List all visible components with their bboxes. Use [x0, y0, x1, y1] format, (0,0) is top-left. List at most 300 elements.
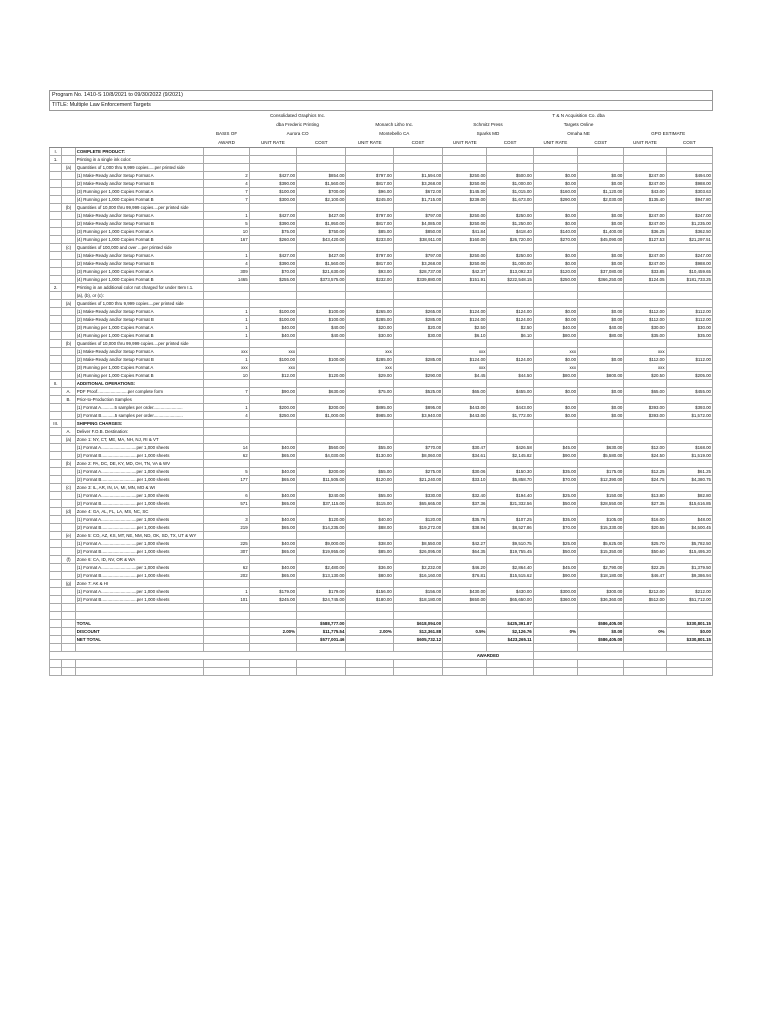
- unit-rate-cell: [533, 244, 577, 252]
- unit-rate-cell: $390.00: [249, 220, 296, 228]
- item-number: [50, 492, 62, 500]
- basis-of-award: [204, 644, 249, 652]
- item-number: [50, 356, 62, 364]
- item-letter: B.: [62, 396, 75, 404]
- item-number: [50, 316, 62, 324]
- unit-rate-cell: [346, 508, 393, 516]
- item-letter: [62, 420, 75, 428]
- item-description: [75, 660, 204, 668]
- item-description: [75, 668, 204, 676]
- unit-rate-cell: [443, 340, 487, 348]
- table-row: [50, 596, 713, 604]
- item-number: [50, 428, 62, 436]
- basis-of-award: 5: [204, 468, 249, 476]
- cost-cell: $9,000.00: [297, 540, 346, 548]
- cost-header: COST: [578, 138, 624, 148]
- item-number: [50, 236, 62, 244]
- unit-rate-cell: $160.00: [443, 236, 487, 244]
- basis-of-award: 1: [204, 308, 249, 316]
- cost-cell: [393, 556, 442, 564]
- cost-cell: [297, 284, 346, 292]
- unit-rate-cell: $45.00: [533, 444, 577, 452]
- table-row: [50, 356, 713, 364]
- item-number: [50, 628, 62, 636]
- cost-header: COST: [393, 138, 442, 148]
- cost-cell: $19,955.00: [297, 548, 346, 556]
- unit-rate-cell: $40.00: [249, 324, 296, 332]
- unit-rate-cell: $817.00: [346, 180, 393, 188]
- item-description: (4) Running per 1,000 Copies Format B: [75, 236, 204, 244]
- basis-of-award: 3: [204, 516, 249, 524]
- unit-rate-cell: [624, 164, 666, 172]
- cost-cell: [297, 420, 346, 428]
- unit-rate-cell: $895.00: [346, 404, 393, 412]
- item-description: (2) Make-Ready and/or Setup Format B: [75, 316, 204, 324]
- unit-rate-cell: $0.00: [533, 388, 577, 396]
- item-letter: [62, 356, 75, 364]
- cost-cell: [297, 660, 346, 668]
- cost-cell: [666, 164, 712, 172]
- contractor-5-line1: [624, 111, 713, 120]
- cost-cell: $1,572.00: [666, 412, 712, 420]
- unit-rate-cell: [249, 604, 296, 612]
- unit-rate-cell: $46.47: [624, 572, 666, 580]
- cost-cell: $418.40: [487, 228, 533, 236]
- cost-cell: $630.00: [297, 388, 346, 396]
- cost-cell: [487, 348, 533, 356]
- basis-of-award: xxx: [204, 364, 249, 372]
- unit-rate-cell: $145.00: [443, 188, 487, 196]
- unit-rate-cell: $443.00: [443, 404, 487, 412]
- item-number: [50, 300, 62, 308]
- unit-rate-cell: [443, 148, 487, 156]
- unit-rate-cell: $75.00: [346, 388, 393, 396]
- item-letter: [62, 252, 75, 260]
- item-description: (1) Make-Ready and/or Setup Format A: [75, 348, 204, 356]
- cost-cell: [393, 484, 442, 492]
- item-description: (2) Format B.............................per 1,000 sheets: [75, 500, 204, 508]
- item-number: 2.: [50, 284, 62, 292]
- unit-rate-cell: $127.53: [624, 236, 666, 244]
- item-number: [50, 460, 62, 468]
- unit-rate-cell: [249, 532, 296, 540]
- unit-rate-cell: [249, 292, 296, 300]
- unit-rate-cell: $120.00: [346, 476, 393, 484]
- item-description: Quantities of 10,000 thru 99,999 copies....per printed side: [75, 204, 204, 212]
- cost-cell: $150.30: [487, 468, 533, 476]
- unit-rate-cell: xxx: [624, 364, 666, 372]
- cost-cell: [297, 668, 346, 676]
- cost-cell: $10,459.65: [666, 268, 712, 276]
- item-number: II.: [50, 380, 62, 388]
- item-letter: [62, 228, 75, 236]
- cost-cell: [393, 292, 442, 300]
- cost-cell: $850.00: [393, 228, 442, 236]
- basis-of-award: [204, 508, 249, 516]
- unit-rate-cell: $233.00: [346, 236, 393, 244]
- unit-rate-cell: $30.00: [624, 324, 666, 332]
- basis-of-award: 62: [204, 452, 249, 460]
- item-letter: [62, 196, 75, 204]
- unit-rate-cell: [443, 460, 487, 468]
- cost-cell: $11,505.00: [297, 476, 346, 484]
- cost-cell: $240.00: [297, 492, 346, 500]
- cost-cell: $0.00: [666, 628, 712, 636]
- cost-cell: $8,060.00: [393, 452, 442, 460]
- item-number: [50, 324, 62, 332]
- basis-of-award: [204, 660, 249, 668]
- unit-rate-cell: $270.00: [533, 236, 577, 244]
- unit-rate-cell: xxx: [443, 348, 487, 356]
- item-description: NET TOTAL: [75, 636, 204, 644]
- cost-cell: [393, 244, 442, 252]
- unit-rate-cell: [249, 300, 296, 308]
- cost-cell: [578, 340, 624, 348]
- cost-cell: [666, 148, 712, 156]
- cost-cell: $285.00: [393, 356, 442, 364]
- cost-cell: $605,732.12: [393, 636, 442, 644]
- unit-rate-cell: $70.00: [533, 524, 577, 532]
- cost-cell: [578, 532, 624, 540]
- cost-cell: [578, 660, 624, 668]
- header-row-4: [50, 138, 713, 148]
- item-description: (3) Running per 1,000 Copies Format A: [75, 188, 204, 196]
- item-number: [50, 204, 62, 212]
- table-row-label: [50, 164, 713, 172]
- unit-rate-cell: $797.00: [346, 252, 393, 260]
- cost-cell: $770.00: [393, 444, 442, 452]
- unit-rate-cell: [624, 340, 666, 348]
- cost-cell: $700.00: [297, 188, 346, 196]
- cost-cell: $38,911.00: [393, 236, 442, 244]
- unit-rate-cell: $30.00: [346, 332, 393, 340]
- item-description: (1) Make-Ready and/or Setup Format A: [75, 252, 204, 260]
- unit-rate-cell: [624, 484, 666, 492]
- basis-of-award: 309: [204, 268, 249, 276]
- item-letter: [62, 492, 75, 500]
- unit-rate-cell: [443, 164, 487, 172]
- unit-rate-cell: [346, 340, 393, 348]
- item-description: (2) Format B.............................per 1,000 sheets: [75, 572, 204, 580]
- item-description: (2) Make-Ready and/or Setup Format B: [75, 220, 204, 228]
- cost-cell: [297, 396, 346, 404]
- unit-rate-cell: [533, 420, 577, 428]
- unit-rate-cell: $55.00: [346, 468, 393, 476]
- cost-cell: [487, 436, 533, 444]
- basis-of-award: 1: [204, 316, 249, 324]
- cost-cell: $393.00: [666, 404, 712, 412]
- unit-rate-cell: $179.00: [249, 588, 296, 596]
- unit-rate-cell: [624, 508, 666, 516]
- contractor-5-line2: [624, 120, 713, 129]
- item-description: (1) Format A.............................per 1,000 sheets: [75, 444, 204, 452]
- cost-cell: $30.00: [393, 332, 442, 340]
- table-row-section: [50, 148, 713, 156]
- item-number: [50, 604, 62, 612]
- cost-cell: $275.00: [393, 468, 442, 476]
- unit-rate-cell: $90.00: [249, 388, 296, 396]
- cost-cell: $181,733.25: [666, 276, 712, 284]
- unit-rate-cell: $212.00: [624, 588, 666, 596]
- cost-cell: $5,580.00: [578, 452, 624, 460]
- item-letter: [62, 612, 75, 620]
- basis-of-award: [204, 340, 249, 348]
- unit-rate-cell: [624, 380, 666, 388]
- cost-cell: [487, 164, 533, 172]
- cost-cell: $12,390.00: [578, 476, 624, 484]
- cost-cell: [666, 396, 712, 404]
- cost-cell: [666, 292, 712, 300]
- unit-rate-cell: $300.00: [249, 196, 296, 204]
- cost-cell: $0.00: [578, 404, 624, 412]
- cost-cell: $250.00: [487, 252, 533, 260]
- cost-cell: $854.00: [297, 172, 346, 180]
- item-letter: [62, 372, 75, 380]
- unit-rate-cell: $20.55: [624, 524, 666, 532]
- item-letter: [62, 260, 75, 268]
- table-row-awarded: [50, 652, 713, 660]
- basis-of-award: 4: [204, 180, 249, 188]
- cost-cell: $15,515.62: [487, 572, 533, 580]
- cost-cell: $112.00: [666, 316, 712, 324]
- unit-rate-cell: [249, 148, 296, 156]
- unit-rate-cell: [443, 532, 487, 540]
- cost-cell: [666, 204, 712, 212]
- table-row-label: [50, 436, 713, 444]
- table-row-total: [50, 628, 713, 636]
- basis-of-award: 177: [204, 476, 249, 484]
- item-number: [50, 412, 62, 420]
- unit-rate-cell: $50.00: [533, 500, 577, 508]
- unit-rate-cell: $265.00: [346, 308, 393, 316]
- unit-rate-cell: [443, 644, 487, 652]
- cost-cell: [666, 644, 712, 652]
- item-number: [50, 436, 62, 444]
- item-letter: (a): [62, 300, 75, 308]
- unit-rate-cell: $25.70: [624, 540, 666, 548]
- item-number: [50, 612, 62, 620]
- item-letter: [62, 596, 75, 604]
- cost-cell: [487, 156, 533, 164]
- cost-cell: $21,630.00: [297, 268, 346, 276]
- unit-rate-cell: [443, 612, 487, 620]
- basis-of-award: 1: [204, 404, 249, 412]
- cost-cell: [578, 644, 624, 652]
- unit-rate-cell: $38.00: [346, 540, 393, 548]
- basis-of-award: 4: [204, 412, 249, 420]
- cost-cell: $2,030.00: [578, 196, 624, 204]
- cost-cell: $51,712.00: [666, 596, 712, 604]
- unit-rate-cell: $93.00: [346, 268, 393, 276]
- cost-cell: $150.00: [578, 492, 624, 500]
- unit-rate-cell: $200.00: [249, 404, 296, 412]
- header-row-2: [50, 120, 713, 129]
- item-description: Prior-to-Production Samples: [75, 396, 204, 404]
- unit-rate-cell: [533, 148, 577, 156]
- item-letter: [62, 276, 75, 284]
- item-description: SHIPPING CHARGES:: [75, 420, 204, 428]
- unit-rate-cell: $239.00: [443, 196, 487, 204]
- cost-cell: [487, 204, 533, 212]
- cost-cell: $37,080.00: [578, 268, 624, 276]
- unit-rate-cell: $65.00: [249, 524, 296, 532]
- cost-cell: [297, 164, 346, 172]
- item-letter: [62, 476, 75, 484]
- unit-rate-cell: $250.00: [443, 220, 487, 228]
- cost-cell: $5,625.00: [578, 540, 624, 548]
- table-row-blank: [50, 604, 713, 612]
- table-row-label: [50, 244, 713, 252]
- unit-rate-cell: $797.00: [346, 212, 393, 220]
- unit-rate-cell: [346, 396, 393, 404]
- unit-rate-cell: $285.00: [346, 356, 393, 364]
- cost-cell: [393, 428, 442, 436]
- unit-rate-cell: $40.00: [249, 516, 296, 524]
- unit-rate-cell: [346, 644, 393, 652]
- cost-cell: $120.00: [297, 372, 346, 380]
- unit-rate-cell: [443, 660, 487, 668]
- table-row-label: [50, 508, 713, 516]
- unit-rate-cell: $0.00: [533, 356, 577, 364]
- unit-rate-cell: $65.00: [443, 388, 487, 396]
- cost-cell: $107.25: [487, 516, 533, 524]
- item-description: Quantities of 10,000 thru 99,999 copies....per printed side: [75, 340, 204, 348]
- item-number: [50, 268, 62, 276]
- cost-cell: $19,755.45: [487, 548, 533, 556]
- cost-cell: $5,782.50: [666, 540, 712, 548]
- unit-rate-cell: $70.00: [533, 476, 577, 484]
- cost-cell: [578, 380, 624, 388]
- item-number: [50, 572, 62, 580]
- cost-cell: [666, 244, 712, 252]
- cost-cell: $15,350.00: [578, 548, 624, 556]
- cost-cell: [393, 460, 442, 468]
- unit-rate-cell: [443, 604, 487, 612]
- cost-cell: $0.00: [578, 316, 624, 324]
- cost-cell: [393, 660, 442, 668]
- contractor-1-location: Aurora CO: [286, 131, 309, 136]
- item-letter: A.: [62, 388, 75, 396]
- unit-rate-cell: [346, 580, 393, 588]
- cost-cell: $494.00: [666, 172, 712, 180]
- unit-rate-cell: $100.00: [249, 308, 296, 316]
- basis-of-award: [204, 436, 249, 444]
- cost-cell: [487, 532, 533, 540]
- item-number: [50, 212, 62, 220]
- cost-cell: $2,232.00: [393, 564, 442, 572]
- unit-rate-cell: [249, 660, 296, 668]
- unit-rate-header: UNIT RATE: [624, 138, 666, 148]
- unit-rate-cell: $43.00: [624, 188, 666, 196]
- cost-cell: $4,380.75: [666, 476, 712, 484]
- basis-of-award: [204, 164, 249, 172]
- cost-cell: [297, 292, 346, 300]
- cost-cell: [393, 204, 442, 212]
- table-row: [50, 540, 713, 548]
- cost-cell: $1,000.00: [487, 180, 533, 188]
- cost-cell: $0.00: [578, 412, 624, 420]
- cost-cell: [666, 436, 712, 444]
- cost-header: COST: [666, 138, 712, 148]
- unit-rate-cell: [346, 660, 393, 668]
- cost-cell: $36,360.00: [578, 596, 624, 604]
- cost-cell: $339,880.00: [393, 276, 442, 284]
- cost-cell: [297, 204, 346, 212]
- unit-rate-cell: $160.00: [533, 188, 577, 196]
- unit-rate-cell: $36.00: [346, 564, 393, 572]
- item-number: [50, 292, 62, 300]
- unit-rate-cell: $817.00: [346, 260, 393, 268]
- unit-rate-cell: [346, 668, 393, 676]
- unit-rate-cell: [249, 620, 296, 628]
- row-lead-cell: [50, 652, 443, 660]
- cost-cell: $0.00: [578, 180, 624, 188]
- cost-cell: $0.00: [578, 220, 624, 228]
- table-row: [50, 308, 713, 316]
- unit-rate-cell: $817.00: [346, 220, 393, 228]
- cost-cell: [393, 396, 442, 404]
- cost-cell: $455.00: [666, 388, 712, 396]
- item-number: [50, 564, 62, 572]
- table-row: [50, 444, 713, 452]
- item-number: [50, 524, 62, 532]
- unit-rate-cell: $247.00: [624, 220, 666, 228]
- unit-rate-cell: $76.81: [443, 572, 487, 580]
- unit-rate-cell: $34.61: [443, 452, 487, 460]
- unit-rate-cell: $37.36: [443, 500, 487, 508]
- unit-rate-cell: [346, 620, 393, 628]
- item-description: COMPLETE PRODUCT:: [75, 148, 204, 156]
- table-row: [50, 188, 713, 196]
- cost-cell: [666, 532, 712, 540]
- cost-cell: [578, 148, 624, 156]
- unit-rate-cell: $0.00: [533, 172, 577, 180]
- unit-rate-cell: [533, 156, 577, 164]
- unit-rate-cell: $55.00: [346, 492, 393, 500]
- item-description: [75, 604, 204, 612]
- cost-cell: $194.40: [487, 492, 533, 500]
- item-number: [50, 516, 62, 524]
- unit-rate-cell: [533, 284, 577, 292]
- cost-cell: [666, 380, 712, 388]
- contractor-2-line1: [346, 111, 443, 120]
- unit-rate-cell: [443, 620, 487, 628]
- unit-rate-cell: $130.00: [346, 452, 393, 460]
- item-number: [50, 548, 62, 556]
- cost-cell: $9,386.94: [666, 572, 712, 580]
- item-letter: [62, 636, 75, 644]
- unit-rate-cell: $65.00: [249, 572, 296, 580]
- item-description: (3) Running per 1,000 Copies Format A: [75, 324, 204, 332]
- item-description: Zone 3: IL, AR, IN, IA, MI, MN, MO & WI: [75, 484, 204, 492]
- table-row: [50, 324, 713, 332]
- unit-rate-cell: $46.20: [443, 564, 487, 572]
- cost-cell: [666, 580, 712, 588]
- cost-cell: $560.00: [297, 444, 346, 452]
- cost-cell: [487, 508, 533, 516]
- item-letter: (c): [62, 244, 75, 252]
- basis-of-award: 62: [204, 564, 249, 572]
- unit-rate-cell: $124.00: [443, 316, 487, 324]
- item-letter: (d): [62, 508, 75, 516]
- cost-cell: $100.00: [297, 316, 346, 324]
- unit-rate-cell: xxx: [346, 348, 393, 356]
- unit-rate-cell: $247.00: [624, 252, 666, 260]
- cost-cell: $13,130.00: [297, 572, 346, 580]
- unit-rate-cell: $65.00: [249, 500, 296, 508]
- program-line: Program No. 1410-S 10/8/2021 to 09/30/2022 (9/2021): [49, 90, 713, 100]
- item-number: [50, 452, 62, 460]
